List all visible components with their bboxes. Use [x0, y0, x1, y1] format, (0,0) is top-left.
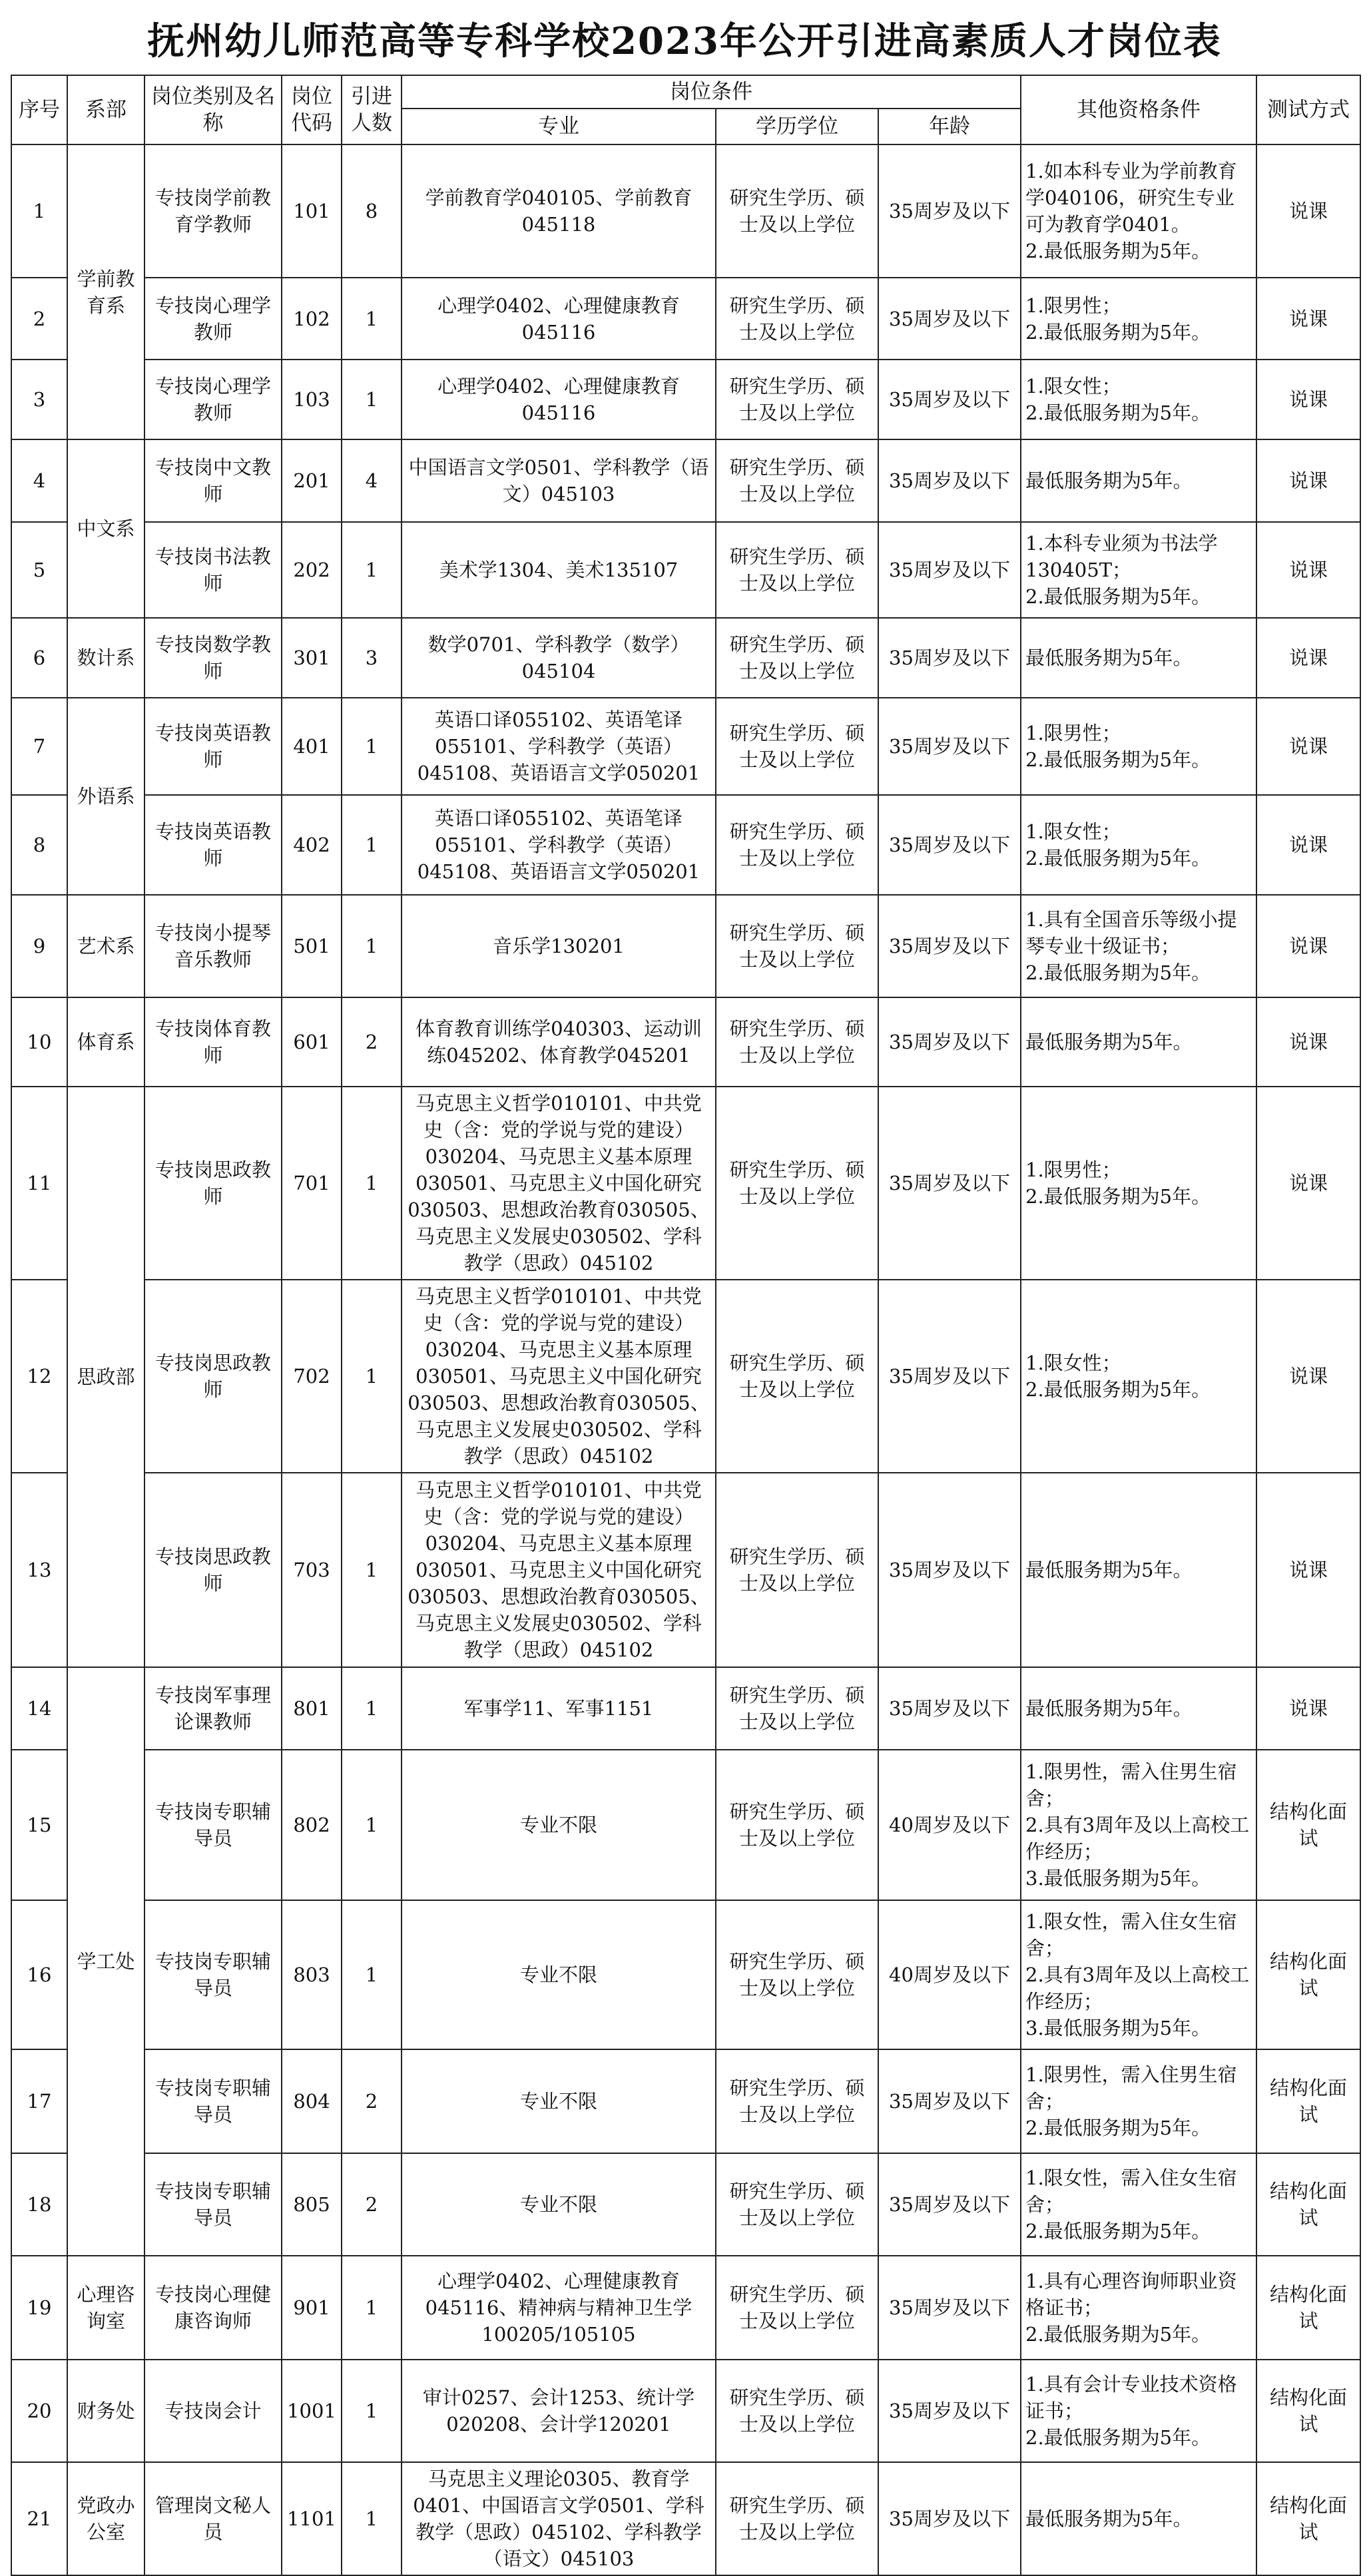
- row-test: 说课: [1256, 144, 1360, 278]
- row-education: 研究生学历、硕士及以上学位: [716, 997, 878, 1087]
- row-seq: 2: [11, 278, 67, 360]
- row-seq: 18: [11, 2153, 67, 2256]
- row-count: 1: [342, 1750, 402, 1900]
- table-row: [11, 997, 1360, 1087]
- row-code: 801: [282, 1667, 342, 1750]
- row-education: 研究生学历、硕士及以上学位: [716, 2153, 878, 2256]
- row-test: 结构化面试: [1256, 2256, 1360, 2360]
- row-count: 1: [342, 360, 402, 439]
- row-count: 1: [342, 698, 402, 795]
- table-row: [11, 360, 1360, 439]
- row-count: 2: [342, 997, 402, 1087]
- row-seq: 4: [11, 439, 67, 522]
- row-age: 35周岁及以下: [878, 439, 1021, 522]
- table-row: [11, 2360, 1360, 2462]
- row-major: 审计0257、会计1253、统计学020208、会计学120201: [402, 2360, 716, 2462]
- row-age: 35周岁及以下: [878, 278, 1021, 360]
- row-education: 研究生学历、硕士及以上学位: [716, 895, 878, 997]
- row-other: 1.限男性，需入住男生宿舍； 2.具有3周年及以上高校工作经历； 3.最低服务期为5年。: [1021, 1750, 1256, 1900]
- row-seq: 12: [11, 1280, 67, 1473]
- row-other: 最低服务期为5年。: [1021, 2462, 1256, 2575]
- row-other: 1.限女性，需入住女生宿舍； 2.具有3周年及以上高校工作经历； 3.最低服务期为5年。: [1021, 1900, 1256, 2049]
- header-count: 引进人数: [342, 75, 402, 144]
- row-other: 1.本科专业须为书法学130405T； 2.最低服务期为5年。: [1021, 522, 1256, 618]
- row-other: 1.限男性； 2.最低服务期为5年。: [1021, 278, 1256, 360]
- row-other: 1.具有心理咨询师职业资格证书； 2.最低服务期为5年。: [1021, 2256, 1256, 2360]
- row-test: 说课: [1256, 698, 1360, 795]
- row-count: 1: [342, 1667, 402, 1750]
- row-category: 专技岗军事理论课教师: [144, 1667, 282, 1750]
- row-dept: 中文系: [67, 439, 144, 618]
- row-test: 说课: [1256, 360, 1360, 439]
- row-category: 专技岗心理健康咨询师: [144, 2256, 282, 2360]
- row-test: 说课: [1256, 522, 1360, 618]
- table-row: [11, 795, 1360, 895]
- table-row: [11, 278, 1360, 360]
- row-category: 专技岗小提琴音乐教师: [144, 895, 282, 997]
- row-education: 研究生学历、硕士及以上学位: [716, 2462, 878, 2575]
- row-age: 35周岁及以下: [878, 1473, 1021, 1667]
- row-seq: 9: [11, 895, 67, 997]
- table-row: [11, 895, 1360, 997]
- row-code: 501: [282, 895, 342, 997]
- row-dept: 艺术系: [67, 895, 144, 997]
- row-seq: 16: [11, 1900, 67, 2049]
- row-test: 说课: [1256, 1087, 1360, 1280]
- row-test: 结构化面试: [1256, 2462, 1360, 2575]
- row-category: 专技岗体育教师: [144, 997, 282, 1087]
- table-row: [11, 1900, 1360, 2049]
- row-test: 说课: [1256, 1667, 1360, 1750]
- row-education: 研究生学历、硕士及以上学位: [716, 2256, 878, 2360]
- row-major: 马克思主义哲学010101、中共党史（含：党的学说与党的建设）030204、马克思主义基本原理030501、马克思主义中国化研究030503、思想政治教育030505、马克思主义发展史030502、学科教学（思政）045102: [402, 1280, 716, 1473]
- row-age: 35周岁及以下: [878, 2256, 1021, 2360]
- row-test: 结构化面试: [1256, 2360, 1360, 2462]
- row-age: 35周岁及以下: [878, 997, 1021, 1087]
- row-other: 1.限男性，需入住男生宿舍； 2.最低服务期为5年。: [1021, 2049, 1256, 2153]
- row-major: 心理学0402、心理健康教育045116、精神病与精神卫生学100205/105105: [402, 2256, 716, 2360]
- row-seq: 13: [11, 1473, 67, 1667]
- row-major: 体育教育训练学040303、运动训练045202、体育教学045201: [402, 997, 716, 1087]
- row-other: 最低服务期为5年。: [1021, 997, 1256, 1087]
- row-code: 202: [282, 522, 342, 618]
- row-code: 103: [282, 360, 342, 439]
- row-test: 说课: [1256, 439, 1360, 522]
- row-other: 1.限女性； 2.最低服务期为5年。: [1021, 1280, 1256, 1473]
- row-count: 1: [342, 2462, 402, 2575]
- row-seq: 21: [11, 2462, 67, 2575]
- header-education: 学历学位: [716, 109, 878, 144]
- row-category: 专技岗思政教师: [144, 1473, 282, 1667]
- row-major: 心理学0402、心理健康教育045116: [402, 360, 716, 439]
- row-education: 研究生学历、硕士及以上学位: [716, 2360, 878, 2462]
- row-other: 1.如本科专业为学前教育学040106，研究生专业可为教育学0401。 2.最低服务期为5年。: [1021, 144, 1256, 278]
- row-seq: 15: [11, 1750, 67, 1900]
- row-code: 201: [282, 439, 342, 522]
- table-row: [11, 1280, 1360, 1473]
- table-row: [11, 618, 1360, 698]
- row-seq: 10: [11, 997, 67, 1087]
- row-category: 专技岗英语教师: [144, 698, 282, 795]
- row-category: 专技岗专职辅导员: [144, 1900, 282, 2049]
- table-row: [11, 522, 1360, 618]
- row-age: 35周岁及以下: [878, 618, 1021, 698]
- table-row: [11, 1750, 1360, 1900]
- header-code: 岗位代码: [282, 75, 342, 144]
- row-seq: 19: [11, 2256, 67, 2360]
- row-test: 说课: [1256, 795, 1360, 895]
- row-test: 结构化面试: [1256, 2153, 1360, 2256]
- row-dept: 党政办公室: [67, 2462, 144, 2575]
- row-seq: 8: [11, 795, 67, 895]
- row-count: 1: [342, 522, 402, 618]
- row-education: 研究生学历、硕士及以上学位: [716, 1473, 878, 1667]
- row-age: 35周岁及以下: [878, 795, 1021, 895]
- row-code: 1001: [282, 2360, 342, 2462]
- row-education: 研究生学历、硕士及以上学位: [716, 698, 878, 795]
- table-row: [11, 698, 1360, 795]
- row-major: 音乐学130201: [402, 895, 716, 997]
- row-seq: 14: [11, 1667, 67, 1750]
- row-other: 最低服务期为5年。: [1021, 1473, 1256, 1667]
- row-test: 说课: [1256, 1280, 1360, 1473]
- row-code: 805: [282, 2153, 342, 2256]
- row-seq: 3: [11, 360, 67, 439]
- row-major: 数学0701、学科教学（数学）045104: [402, 618, 716, 698]
- row-age: 40周岁及以下: [878, 1900, 1021, 2049]
- row-count: 1: [342, 2360, 402, 2462]
- row-seq: 20: [11, 2360, 67, 2462]
- row-category: 专技岗学前教育学教师: [144, 144, 282, 278]
- row-dept: 思政部: [67, 1087, 144, 1667]
- row-code: 803: [282, 1900, 342, 2049]
- table-row: [11, 2256, 1360, 2360]
- row-major: 英语口译055102、英语笔译055101、学科教学（英语）045108、英语语言文学050201: [402, 795, 716, 895]
- row-education: 研究生学历、硕士及以上学位: [716, 1280, 878, 1473]
- row-other: 最低服务期为5年。: [1021, 618, 1256, 698]
- row-code: 102: [282, 278, 342, 360]
- row-dept: 心理咨询室: [67, 2256, 144, 2360]
- row-education: 研究生学历、硕士及以上学位: [716, 144, 878, 278]
- row-category: 专技岗英语教师: [144, 795, 282, 895]
- row-dept: 外语系: [67, 698, 144, 895]
- row-education: 研究生学历、硕士及以上学位: [716, 439, 878, 522]
- row-seq: 1: [11, 144, 67, 278]
- header-conditions: 岗位条件: [402, 75, 1021, 109]
- row-test: 说课: [1256, 618, 1360, 698]
- row-dept: 体育系: [67, 997, 144, 1087]
- row-age: 35周岁及以下: [878, 1087, 1021, 1280]
- row-test: 结构化面试: [1256, 1750, 1360, 1900]
- row-code: 401: [282, 698, 342, 795]
- row-code: 804: [282, 2049, 342, 2153]
- header-category: 岗位类别及名称: [144, 75, 282, 144]
- row-other: 最低服务期为5年。: [1021, 439, 1256, 522]
- row-count: 1: [342, 2256, 402, 2360]
- row-age: 35周岁及以下: [878, 2049, 1021, 2153]
- row-education: 研究生学历、硕士及以上学位: [716, 2049, 878, 2153]
- row-other: 1.限男性； 2.最低服务期为5年。: [1021, 1087, 1256, 1280]
- row-code: 301: [282, 618, 342, 698]
- row-test: 结构化面试: [1256, 1900, 1360, 2049]
- page-title: 抚州幼儿师范高等专科学校2023年公开引进高素质人才岗位表: [147, 19, 1222, 63]
- row-other: 1.限女性； 2.最低服务期为5年。: [1021, 795, 1256, 895]
- row-major: 专业不限: [402, 2049, 716, 2153]
- row-age: 35周岁及以下: [878, 2360, 1021, 2462]
- row-count: 1: [342, 278, 402, 360]
- row-seq: 5: [11, 522, 67, 618]
- row-dept: 学前教育系: [67, 144, 144, 439]
- table-row: [11, 1087, 1360, 1280]
- row-category: 专技岗心理学教师: [144, 360, 282, 439]
- row-count: 2: [342, 2049, 402, 2153]
- header-test: 测试方式: [1256, 75, 1360, 144]
- row-education: 研究生学历、硕士及以上学位: [716, 1087, 878, 1280]
- row-category: 专技岗专职辅导员: [144, 1750, 282, 1900]
- row-education: 研究生学历、硕士及以上学位: [716, 360, 878, 439]
- table-row: [11, 1473, 1360, 1667]
- row-major: 马克思主义哲学010101、中共党史（含：党的学说与党的建设）030204、马克思主义基本原理030501、马克思主义中国化研究030503、思想政治教育030505、马克思主义发展史030502、学科教学（思政）045102: [402, 1087, 716, 1280]
- row-code: 802: [282, 1750, 342, 1900]
- header-seq: 序号: [11, 75, 67, 144]
- row-other: 1.限女性，需入住女生宿舍； 2.最低服务期为5年。: [1021, 2153, 1256, 2256]
- row-code: 702: [282, 1280, 342, 1473]
- row-major: 军事学11、军事1151: [402, 1667, 716, 1750]
- row-major: 马克思主义哲学010101、中共党史（含：党的学说与党的建设）030204、马克思主义基本原理030501、马克思主义中国化研究030503、思想政治教育030505、马克思主义发展史030502、学科教学（思政）045102: [402, 1473, 716, 1667]
- row-seq: 6: [11, 618, 67, 698]
- row-seq: 7: [11, 698, 67, 795]
- row-code: 601: [282, 997, 342, 1087]
- row-major: 英语口译055102、英语笔译055101、学科教学（英语）045108、英语语言文学050201: [402, 698, 716, 795]
- row-other: 1.具有全国音乐等级小提琴专业十级证书； 2.最低服务期为5年。: [1021, 895, 1256, 997]
- row-category: 专技岗中文教师: [144, 439, 282, 522]
- row-major: 专业不限: [402, 1750, 716, 1900]
- row-code: 701: [282, 1087, 342, 1280]
- row-category: 管理岗文秘人员: [144, 2462, 282, 2575]
- row-test: 说课: [1256, 278, 1360, 360]
- row-education: 研究生学历、硕士及以上学位: [716, 618, 878, 698]
- row-education: 研究生学历、硕士及以上学位: [716, 1900, 878, 2049]
- row-test: 说课: [1256, 997, 1360, 1087]
- row-seq: 11: [11, 1087, 67, 1280]
- row-category: 专技岗专职辅导员: [144, 2153, 282, 2256]
- row-category: 专技岗会计: [144, 2360, 282, 2462]
- row-category: 专技岗书法教师: [144, 522, 282, 618]
- row-education: 研究生学历、硕士及以上学位: [716, 522, 878, 618]
- row-count: 1: [342, 795, 402, 895]
- row-count: 1: [342, 1087, 402, 1280]
- row-count: 4: [342, 439, 402, 522]
- table-row: [11, 2049, 1360, 2153]
- row-major: 马克思主义理论0305、教育学0401、中国语言文学0501、学科教学（思政）045102、学科教学（语文）045103: [402, 2462, 716, 2575]
- table-row: [11, 439, 1360, 522]
- header-age: 年龄: [878, 109, 1021, 144]
- row-age: 35周岁及以下: [878, 2462, 1021, 2575]
- row-test: 结构化面试: [1256, 2049, 1360, 2153]
- positions-table: [11, 75, 1361, 2576]
- row-other: 最低服务期为5年。: [1021, 1667, 1256, 1750]
- row-category: 专技岗专职辅导员: [144, 2049, 282, 2153]
- row-major: 专业不限: [402, 1900, 716, 2049]
- row-education: 研究生学历、硕士及以上学位: [716, 795, 878, 895]
- row-count: 3: [342, 618, 402, 698]
- row-age: 35周岁及以下: [878, 895, 1021, 997]
- table-body: [11, 144, 1360, 2575]
- row-age: 35周岁及以下: [878, 2153, 1021, 2256]
- row-category: 专技岗数学教师: [144, 618, 282, 698]
- row-code: 1101: [282, 2462, 342, 2575]
- row-education: 研究生学历、硕士及以上学位: [716, 1750, 878, 1900]
- row-other: 1.限女性； 2.最低服务期为5年。: [1021, 360, 1256, 439]
- row-code: 901: [282, 2256, 342, 2360]
- header-dept: 系部: [67, 75, 144, 144]
- row-count: 1: [342, 1473, 402, 1667]
- row-code: 703: [282, 1473, 342, 1667]
- table-row: [11, 2153, 1360, 2256]
- row-code: 101: [282, 144, 342, 278]
- row-education: 研究生学历、硕士及以上学位: [716, 278, 878, 360]
- row-major: 中国语言文学0501、学科教学（语文）045103: [402, 439, 716, 522]
- row-age: 35周岁及以下: [878, 144, 1021, 278]
- row-major: 学前教育学040105、学前教育045118: [402, 144, 716, 278]
- row-age: 35周岁及以下: [878, 1667, 1021, 1750]
- row-count: 2: [342, 2153, 402, 2256]
- header-major: 专业: [402, 109, 716, 144]
- row-major: 心理学0402、心理健康教育045116: [402, 278, 716, 360]
- row-count: 1: [342, 895, 402, 997]
- row-other: 1.具有会计专业技术资格证书； 2.最低服务期为5年。: [1021, 2360, 1256, 2462]
- row-age: 40周岁及以下: [878, 1750, 1021, 1900]
- row-age: 35周岁及以下: [878, 698, 1021, 795]
- row-major: 美术学1304、美术135107: [402, 522, 716, 618]
- row-test: 说课: [1256, 895, 1360, 997]
- row-age: 35周岁及以下: [878, 360, 1021, 439]
- row-dept: 数计系: [67, 618, 144, 698]
- row-other: 1.限男性； 2.最低服务期为5年。: [1021, 698, 1256, 795]
- row-count: 1: [342, 1280, 402, 1473]
- row-count: 8: [342, 144, 402, 278]
- row-category: 专技岗思政教师: [144, 1087, 282, 1280]
- table-row: [11, 2462, 1360, 2575]
- row-code: 402: [282, 795, 342, 895]
- row-age: 35周岁及以下: [878, 522, 1021, 618]
- row-category: 专技岗心理学教师: [144, 278, 282, 360]
- row-education: 研究生学历、硕士及以上学位: [716, 1667, 878, 1750]
- row-test: 说课: [1256, 1473, 1360, 1667]
- table-row: [11, 144, 1360, 278]
- header-other: 其他资格条件: [1021, 75, 1256, 144]
- row-count: 1: [342, 1900, 402, 2049]
- row-major: 专业不限: [402, 2153, 716, 2256]
- row-seq: 17: [11, 2049, 67, 2153]
- table-row: [11, 1667, 1360, 1750]
- row-age: 35周岁及以下: [878, 1280, 1021, 1473]
- row-category: 专技岗思政教师: [144, 1280, 282, 1473]
- row-dept: 财务处: [67, 2360, 144, 2462]
- row-dept: 学工处: [67, 1667, 144, 2256]
